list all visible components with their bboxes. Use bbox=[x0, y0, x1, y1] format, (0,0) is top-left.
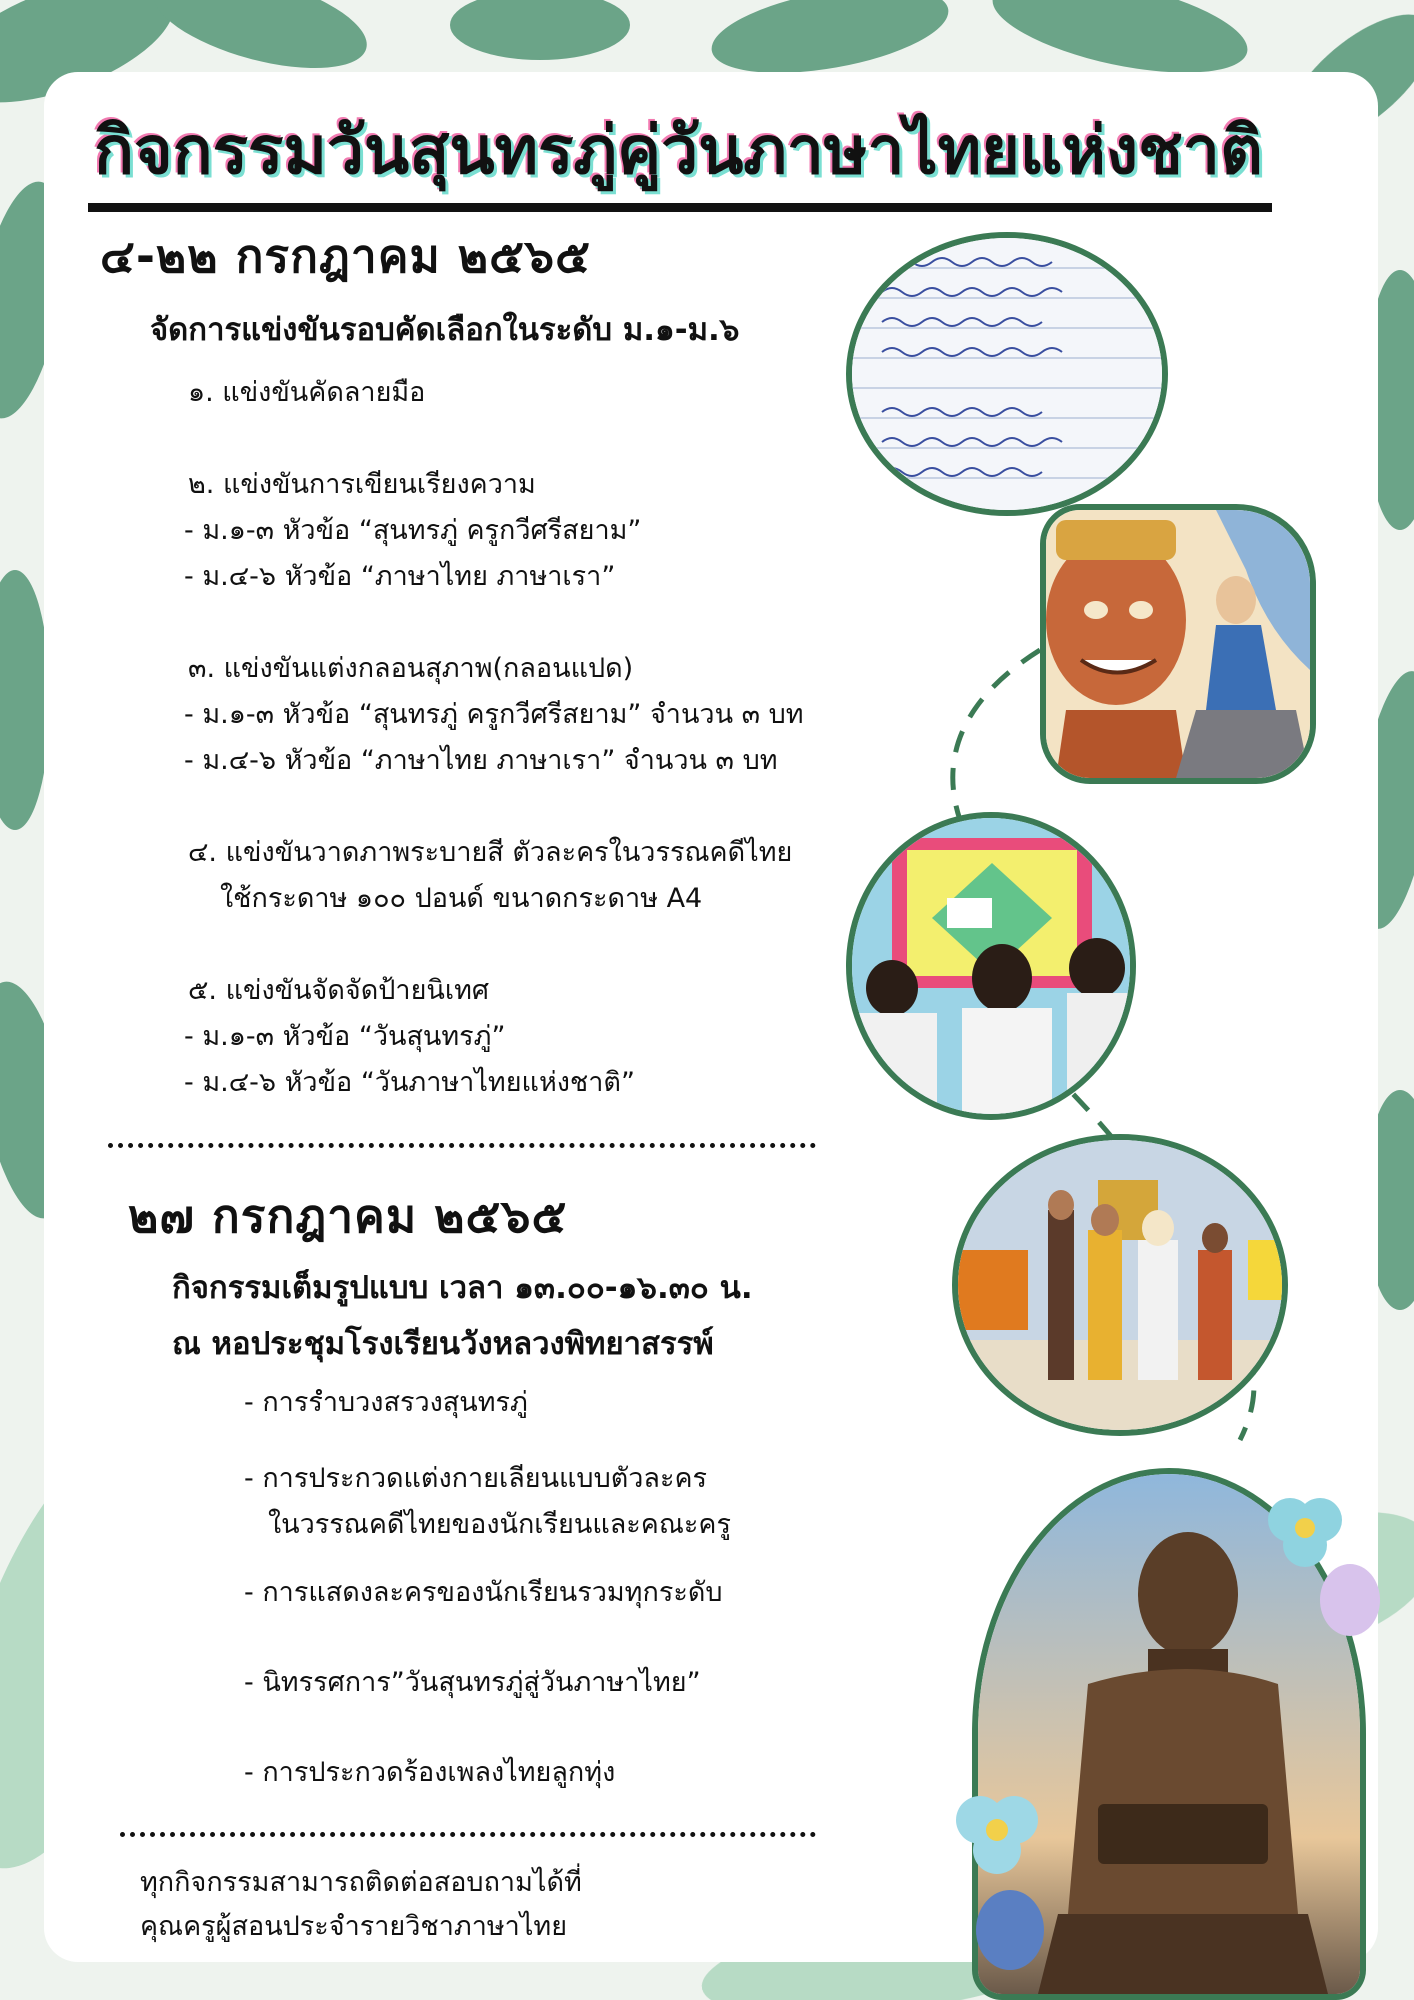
section1-date: ๔-๒๒ กรกฎาคม ๒๕๖๕ bbox=[100, 229, 591, 283]
contact-line: ทุกกิจกรรมสามารถติดต่อสอบถามได้ที่ bbox=[140, 1867, 582, 1898]
title-divider bbox=[88, 203, 1272, 212]
list-item: - การประกวดร้องเพลงไทยลูกทุ่ง bbox=[244, 1757, 616, 1788]
list-item: - การแสดงละครของนักเรียนรวมทุกระดับ bbox=[244, 1577, 723, 1608]
list-item: - ม.๑-๓ หัวข้อ “สุนทรภู่ ครูกวีศรีสยาม” bbox=[184, 515, 642, 546]
list-item: ในวรรณคดีไทยของนักเรียนและคณะครู bbox=[268, 1509, 731, 1540]
list-item: ๕. แข่งขันจัดจัดป้ายนิเทศ bbox=[188, 975, 490, 1006]
section1-heading: จัดการแข่งขันรอบคัดเลือกในระดับ ม.๑-ม.๖ bbox=[150, 312, 740, 348]
list-item: ๒. แข่งขันการเขียนเรียงความ bbox=[188, 469, 536, 500]
list-item: ๓. แข่งขันแต่งกลอนสุภาพ(กลอนแปด) bbox=[188, 653, 634, 684]
poster-title: กิจกรรมวันสุนทรภู่คู่วันภาษาไทยแห่งชาติ bbox=[94, 112, 1263, 189]
list-item: - การประกวดแต่งกายเลียนแบบตัวละคร bbox=[244, 1463, 708, 1494]
list-item: - ม.๑-๓ หัวข้อ “สุนทรภู่ ครูกวีศรีสยาม” จำนวน ๓ บท bbox=[184, 699, 804, 730]
list-item: ๑. แข่งขันคัดลายมือ bbox=[188, 377, 426, 408]
dotted-divider bbox=[108, 1143, 816, 1148]
flower-decoration-icon bbox=[1250, 1490, 1390, 1650]
list-item: - ม.๔-๖ หัวข้อ “วันภาษาไทยแห่งชาติ” bbox=[184, 1067, 635, 1098]
section2-time-heading: กิจกรรมเต็มรูปแบบ เวลา ๑๓.๐๐-๑๖.๓๐ น. bbox=[172, 1270, 753, 1306]
dotted-divider bbox=[120, 1832, 816, 1837]
list-item: ๔. แข่งขันวาดภาพระบายสี ตัวละครในวรรณคดีไทย bbox=[188, 837, 793, 868]
list-item: - การรำบวงสรวงสุนทรภู่ bbox=[244, 1387, 528, 1418]
students-bulletin-board-photo bbox=[846, 812, 1136, 1120]
section2-date: ๒๗ กรกฎาคม ๒๕๖๕ bbox=[128, 1189, 568, 1243]
list-item: ใช้กระดาษ ๑๐๐ ปอนด์ ขนาดกระดาษ A4 bbox=[220, 883, 703, 914]
flower-decoration-icon bbox=[940, 1780, 1100, 1980]
handwriting-photo bbox=[846, 232, 1168, 516]
list-item: - ม.๔-๖ หัวข้อ “ภาษาไทย ภาษาเรา” bbox=[184, 561, 616, 592]
section2-venue-heading: ณ หอประชุมโรงเรียนวังหลวงพิทยาสรรพ์ bbox=[172, 1326, 714, 1362]
list-item: - นิทรรศการ”วันสุนทรภู่สู่วันภาษาไทย” bbox=[244, 1667, 701, 1698]
list-item: - ม.๔-๖ หัวข้อ “ภาษาไทย ภาษาเรา” จำนวน ๓ บท bbox=[184, 745, 778, 776]
costume-performance-photo bbox=[952, 1134, 1288, 1436]
contact-line: คุณครูผู้สอนประจำรายวิชาภาษาไทย bbox=[140, 1911, 568, 1942]
list-item: - ม.๑-๓ หัวข้อ “วันสุนทรภู่” bbox=[184, 1021, 506, 1052]
giant-and-flute-painting bbox=[1040, 504, 1316, 784]
